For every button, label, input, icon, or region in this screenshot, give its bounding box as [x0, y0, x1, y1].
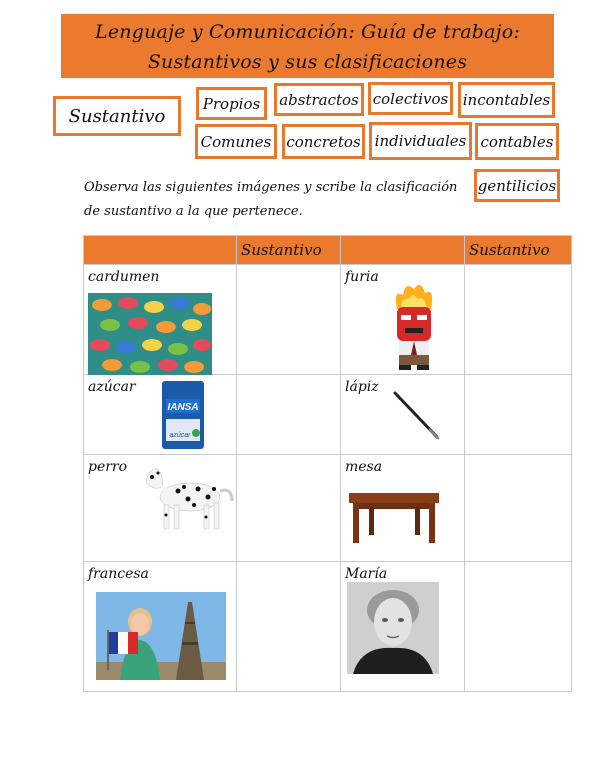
table-header-cell: Sustantivo — [465, 236, 572, 265]
page-title: Lenguaje y Comunicación: Guía de trabajo: Sustantivos y sus clasificaciones — [61, 14, 554, 78]
word-cardumen: cardumen — [88, 269, 160, 285]
table-header-row — [84, 236, 572, 265]
table-header-cell — [84, 236, 237, 265]
word-cell — [341, 455, 465, 562]
answer-cell[interactable] — [465, 265, 572, 375]
word-furia: furia — [345, 269, 379, 285]
table-row — [84, 375, 572, 455]
word-francesa: francesa — [88, 566, 149, 582]
word-cell — [341, 562, 465, 692]
word-azucar: azúcar — [88, 379, 136, 395]
answer-cell[interactable] — [465, 562, 572, 692]
word-cell — [341, 265, 465, 375]
word-cell — [84, 455, 237, 562]
category-colectivos: colectivos — [368, 82, 453, 115]
sugar-bag-image — [160, 379, 206, 451]
table-furniture-image — [347, 489, 441, 545]
table-row — [84, 265, 572, 375]
word-cell — [84, 562, 237, 692]
sugar-label-text: azúcar — [169, 432, 191, 439]
main-category-box: Sustantivo — [53, 96, 181, 136]
word-maria: María — [345, 566, 388, 582]
category-contables: contables — [475, 123, 559, 160]
category-abstractos: abstractos — [274, 83, 364, 116]
answer-cell[interactable] — [237, 455, 341, 562]
pencil-image — [389, 387, 443, 443]
classification-table — [83, 235, 572, 692]
french-woman-image — [96, 592, 226, 680]
word-cell — [84, 375, 237, 455]
maria-portrait-image — [347, 582, 439, 674]
word-cell — [341, 375, 465, 455]
table-row — [84, 562, 572, 692]
word-cell — [84, 265, 237, 375]
instructions-text: Observa las siguientes imágenes y scribe la clasificación de sustantivo a la que pertenece. — [84, 180, 458, 219]
category-comunes: Comunes — [195, 124, 277, 159]
answer-cell[interactable] — [237, 562, 341, 692]
fish-school-image — [88, 293, 212, 375]
dalmatian-dog-image — [138, 461, 236, 533]
table-header-cell — [341, 236, 465, 265]
category-individuales: individuales — [369, 122, 472, 160]
category-concretos: concretos — [282, 124, 365, 159]
table-row — [84, 455, 572, 562]
answer-cell[interactable] — [237, 375, 341, 455]
table-header-cell: Sustantivo — [237, 236, 341, 265]
category-gentilicios: gentilicios — [474, 169, 560, 202]
sugar-brand-text: IANSA — [167, 402, 199, 413]
word-mesa: mesa — [345, 459, 383, 475]
word-lapiz: lápiz — [345, 379, 379, 395]
answer-cell[interactable] — [237, 265, 341, 375]
category-propios: Propios — [196, 87, 267, 120]
anger-character-image — [383, 279, 445, 371]
answer-cell[interactable] — [465, 455, 572, 562]
category-incontables: incontables — [458, 82, 555, 118]
word-perro: perro — [88, 459, 128, 475]
answer-cell[interactable] — [465, 375, 572, 455]
